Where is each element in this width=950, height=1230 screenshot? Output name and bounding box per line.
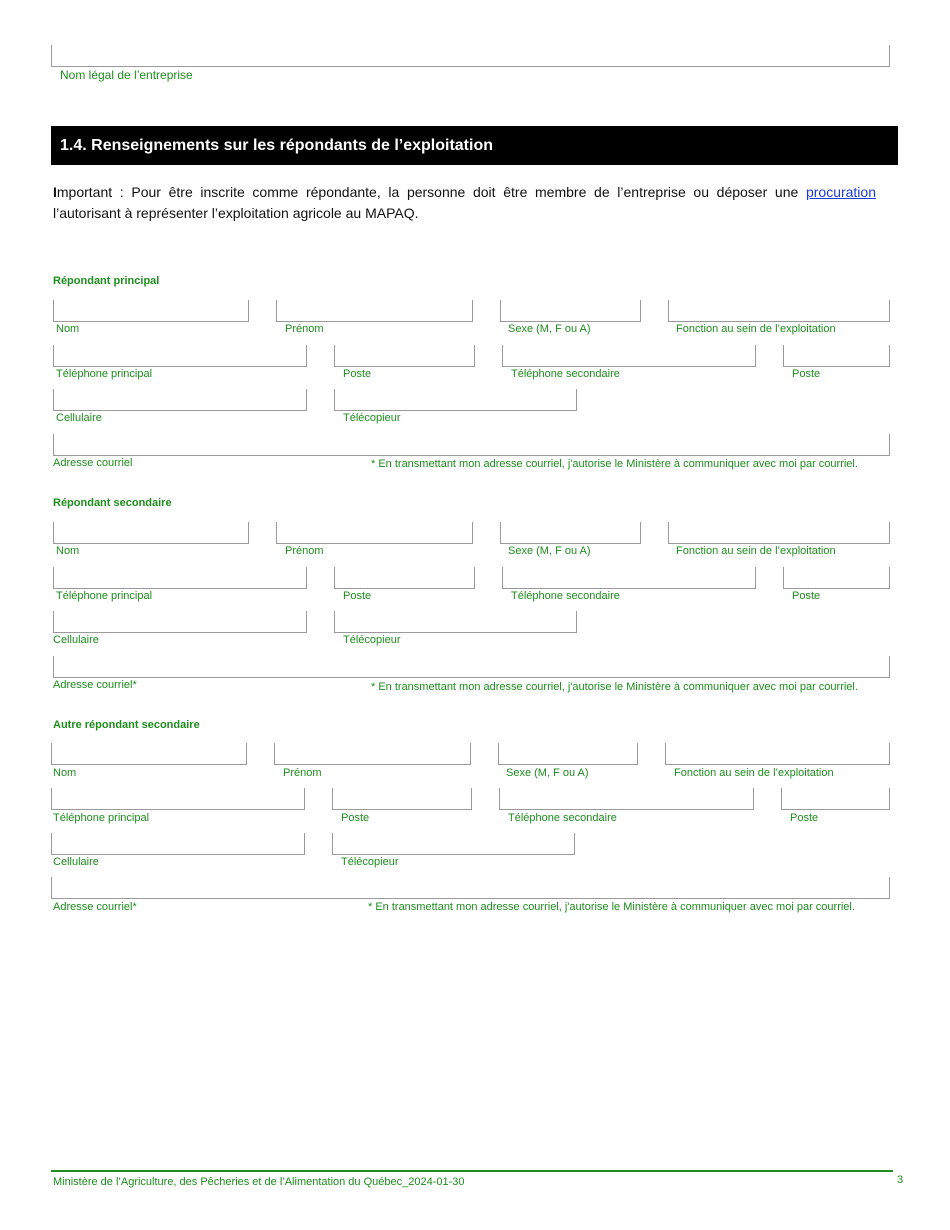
- legal-name-label: Nom légal de l’entreprise: [60, 68, 193, 82]
- secondaire-fonction-field[interactable]: [668, 522, 890, 544]
- group-title-autre: Autre répondant secondaire: [53, 719, 200, 731]
- principal-poste-2-field[interactable]: [783, 345, 890, 367]
- legal-name-field[interactable]: [51, 45, 890, 67]
- autre-poste-1-field[interactable]: [332, 788, 472, 810]
- autre-fonction-label: Fonction au sein de l’exploitation: [674, 767, 834, 779]
- secondaire-courriel-label: Adresse courriel*: [53, 679, 137, 691]
- secondaire-poste-1-label: Poste: [343, 590, 372, 602]
- principal-fonction-field[interactable]: [668, 300, 890, 322]
- secondaire-cellulaire-field[interactable]: [53, 611, 307, 633]
- autre-fonction-field[interactable]: [665, 743, 890, 765]
- principal-tel-principal-label: Téléphone principal: [56, 368, 153, 380]
- principal-courriel-field[interactable]: [53, 434, 890, 456]
- autre-tel-secondaire-field[interactable]: [499, 788, 754, 810]
- principal-tel-principal-field[interactable]: [53, 345, 307, 367]
- secondaire-fonction-label: Fonction au sein de l’exploitation: [676, 545, 836, 557]
- secondaire-telecopieur-field[interactable]: [334, 611, 577, 633]
- secondaire-sexe-label: Sexe (M, F ou A): [508, 545, 591, 557]
- autre-poste-1-label: Poste: [341, 812, 370, 824]
- intro-text-1: mportant : Pour être inscrite comme répondante, la personne doit être membre de l’entreprise ou déposer une: [56, 184, 806, 200]
- footer-text: Ministère de l’Agriculture, des Pêcheries et de l’Alimentation du Québec_2024-01-30: [53, 1176, 465, 1188]
- page-number: 3: [897, 1174, 904, 1186]
- secondaire-prenom-label: Prénom: [285, 545, 324, 557]
- autre-nom-field[interactable]: [51, 743, 247, 765]
- procuration-link[interactable]: procuration: [805, 184, 876, 200]
- secondaire-cellulaire-label: Cellulaire: [53, 634, 99, 646]
- autre-cellulaire-label: Cellulaire: [53, 856, 99, 868]
- secondaire-courriel-field[interactable]: [53, 656, 890, 678]
- autre-poste-2-label: Poste: [790, 812, 819, 824]
- principal-courriel-note: * En transmettant mon adresse courriel, j'autorise le Ministère à communiquer avec moi par courriel.: [371, 458, 858, 470]
- autre-courriel-field[interactable]: [51, 877, 890, 899]
- secondaire-sexe-field[interactable]: [500, 522, 641, 544]
- secondaire-telecopieur-label: Télécopieur: [343, 634, 401, 646]
- principal-cellulaire-label: Cellulaire: [56, 412, 102, 424]
- autre-courriel-note: * En transmettant mon adresse courriel, j'autorise le Ministère à communiquer avec moi par courriel.: [368, 901, 855, 913]
- principal-poste-1-label: Poste: [343, 368, 372, 380]
- principal-cellulaire-field[interactable]: [53, 389, 307, 411]
- secondaire-poste-2-field[interactable]: [783, 567, 890, 589]
- secondaire-nom-field[interactable]: [53, 522, 249, 544]
- secondaire-courriel-note: * En transmettant mon adresse courriel, j'autorise le Ministère à communiquer avec moi par courriel.: [371, 681, 858, 693]
- secondaire-nom-label: Nom: [56, 545, 80, 557]
- autre-telecopieur-label: Télécopieur: [341, 856, 399, 868]
- autre-sexe-label: Sexe (M, F ou A): [506, 767, 589, 779]
- group-title-principal: Répondant principal: [53, 275, 160, 287]
- secondaire-tel-secondaire-label: Téléphone secondaire: [511, 590, 620, 602]
- autre-prenom-label: Prénom: [283, 767, 322, 779]
- autre-tel-principal-field[interactable]: [51, 788, 305, 810]
- secondaire-poste-1-field[interactable]: [334, 567, 475, 589]
- principal-telecopieur-label: Télécopieur: [343, 412, 401, 424]
- autre-courriel-label: Adresse courriel*: [53, 901, 137, 913]
- principal-courriel-label: Adresse courriel: [53, 457, 133, 469]
- autre-poste-2-field[interactable]: [781, 788, 890, 810]
- autre-telecopieur-field[interactable]: [332, 833, 575, 855]
- autre-prenom-field[interactable]: [274, 743, 471, 765]
- autre-sexe-field[interactable]: [498, 743, 638, 765]
- intro-paragraph: [53, 182, 876, 224]
- autre-cellulaire-field[interactable]: [51, 833, 305, 855]
- group-title-secondaire: Répondant secondaire: [53, 497, 172, 509]
- principal-prenom-label: Prénom: [285, 323, 324, 335]
- secondaire-tel-secondaire-field[interactable]: [502, 567, 756, 589]
- principal-sexe-field[interactable]: [500, 300, 641, 322]
- principal-tel-secondaire-label: Téléphone secondaire: [511, 368, 620, 380]
- autre-tel-principal-label: Téléphone principal: [53, 812, 150, 824]
- intro-bold: I: [53, 184, 57, 200]
- principal-nom-field[interactable]: [53, 300, 249, 322]
- secondaire-poste-2-label: Poste: [792, 590, 821, 602]
- principal-poste-2-label: Poste: [792, 368, 821, 380]
- principal-telecopieur-field[interactable]: [334, 389, 577, 411]
- principal-fonction-label: Fonction au sein de l’exploitation: [676, 323, 836, 335]
- principal-poste-1-field[interactable]: [334, 345, 475, 367]
- section-title: 1.4. Renseignements sur les répondants de l’exploitation: [51, 126, 898, 165]
- secondaire-tel-principal-field[interactable]: [53, 567, 307, 589]
- principal-tel-secondaire-field[interactable]: [502, 345, 756, 367]
- secondaire-prenom-field[interactable]: [276, 522, 473, 544]
- autre-nom-label: Nom: [53, 767, 77, 779]
- autre-tel-secondaire-label: Téléphone secondaire: [508, 812, 617, 824]
- principal-prenom-field[interactable]: [276, 300, 473, 322]
- secondaire-tel-principal-label: Téléphone principal: [56, 590, 153, 602]
- footer-rule: [51, 1170, 893, 1172]
- principal-sexe-label: Sexe (M, F ou A): [508, 323, 591, 335]
- principal-nom-label: Nom: [56, 323, 80, 335]
- intro-text-2: l’autorisant à représenter l’exploitation agricole au MAPAQ.: [53, 205, 419, 221]
